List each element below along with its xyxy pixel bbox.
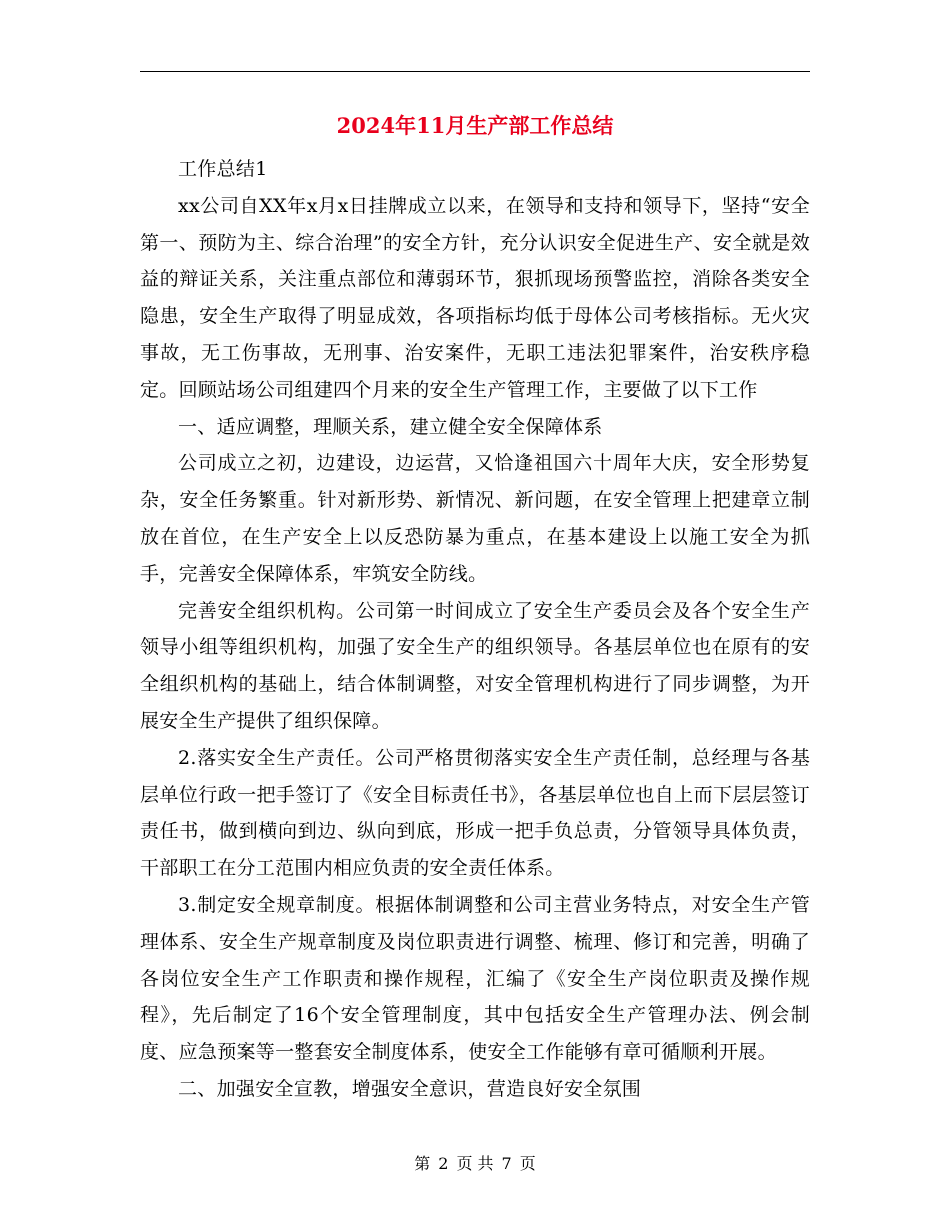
footer-total-pages: 7 <box>501 1154 512 1173</box>
paragraph-heading-1: 一、适应调整，理顺关系，建立健全安全保障体系 <box>178 415 603 438</box>
header-rule <box>140 71 810 72</box>
document-body <box>140 151 810 1108</box>
footer-suffix: 页 <box>519 1154 536 1173</box>
paragraph-body: 公司成立之初，边建设，边运营，又恰逢祖国六十周年大庆，安全形势复杂，安全任务繁重。针对新形势、新情况、新问题，在安全管理上把建章立制放在首位，在生产安全上以反恐防暴为重点，在基本建设上以施工安全为抓手，完善安全保障体系，牢筑安全防线。 <box>140 452 810 585</box>
paragraph-heading-2: 二、加强安全宣教，增强安全意识，营造良好安全氛围 <box>178 1077 642 1100</box>
paragraph-body: 2.落实安全生产责任。公司严格贯彻落实安全生产责任制，总经理与各基层单位行政一把手签订了《安全目标责任书》，各基层单位也自上而下层层签订责任书，做到横向到边、纵向到底，形成一把手负总责，分管领导具体负责，干部职工在分工范围内相应负责的安全责任体系。 <box>140 746 810 880</box>
footer-middle: 页 共 <box>456 1154 494 1173</box>
footer-page-number: 2 <box>438 1154 449 1173</box>
page-footer <box>140 1150 810 1178</box>
paragraph-body: 完善安全组织机构。公司第一时间成立了安全生产委员会及各个安全生产领导小组等组织机构，加强了安全生产的组织领导。各基层单位也在原有的安全组织机构的基础上，结合体制调整，对安全管理机构进行了同步调整，为开展安全生产提供了组织保障。 <box>140 599 810 732</box>
paragraph-body: 3.制定安全规章制度。根据体制调整和公司主营业务特点，对安全生产管理体系、安全生产规章制度及岗位职责进行调整、梳理、修订和完善，明确了各岗位安全生产工作职责和操作规程，汇编了《安全生产岗位职责及操作规程》，先后制定了16个安全管理制度，其中包括安全生产管理办法、例会制度、应急预案等一整套安全制度体系，使安全工作能够有章可循顺利开展。 <box>140 893 810 1064</box>
paragraph-section-heading: 工作总结1 <box>178 158 268 180</box>
footer-prefix: 第 <box>414 1154 431 1173</box>
paragraph-intro: xx公司自XX年x月x日挂牌成立以来，在领导和支持和领导下，坚持“安全第一、预防为主、综合治理”的安全方针，充分认识安全促进生产、安全就是效益的辩证关系，关注重点部位和薄弱环节，狠抓现场预警监控，消除各类安全隐患，安全生产取得了明显成效，各项指标均低于母体公司考核指标。无火灾事故，无工伤事故，无刑事、治安案件，无职工违法犯罪案件，治安秩序稳定。回顾站场公司组建四个月来的安全生产管理工作，主要做了以下工作 <box>140 194 810 401</box>
document-title: 2024年11月生产部工作总结 <box>336 113 614 138</box>
